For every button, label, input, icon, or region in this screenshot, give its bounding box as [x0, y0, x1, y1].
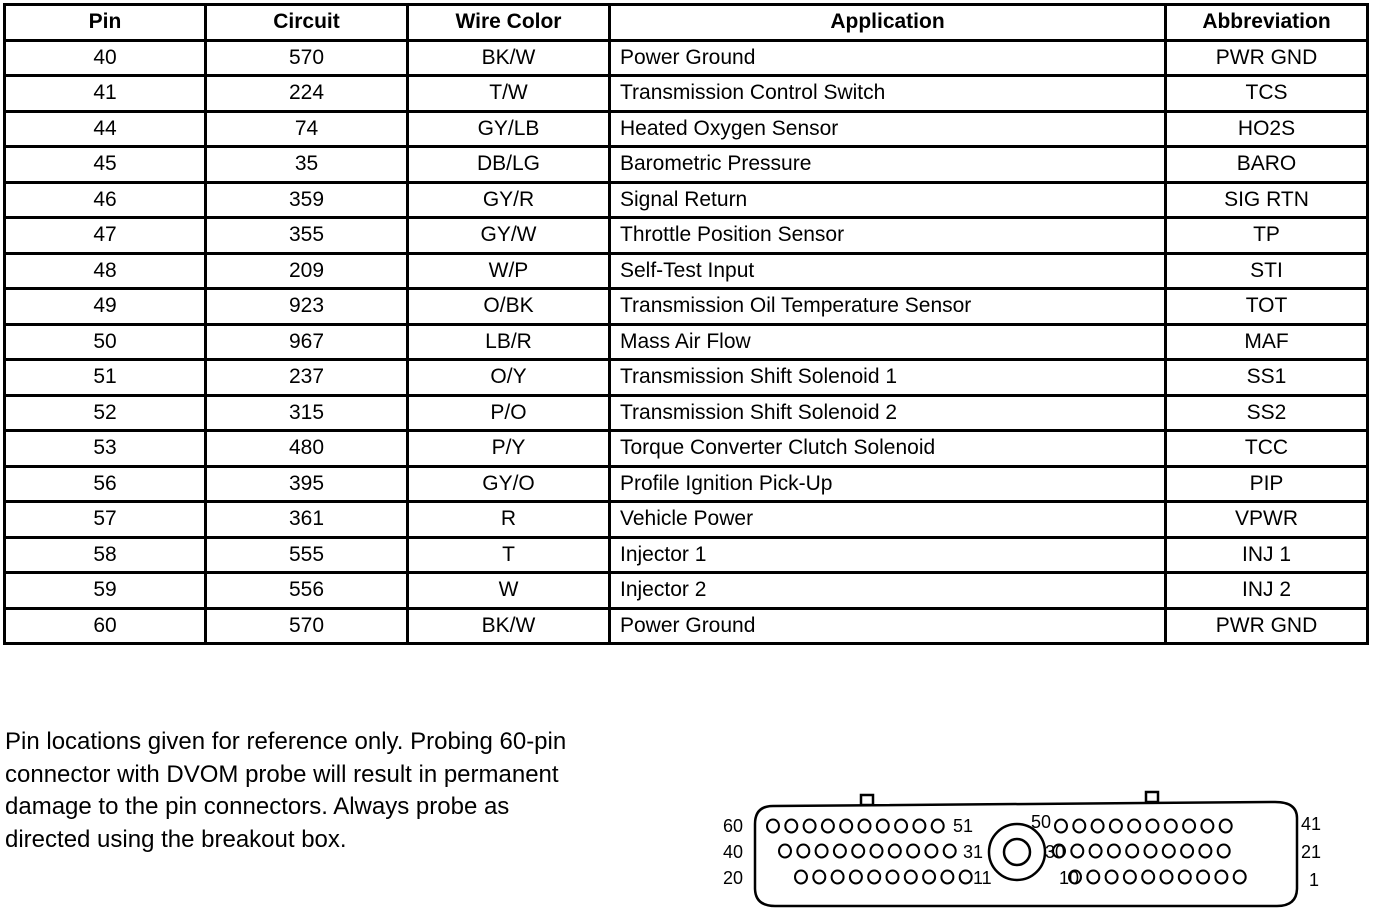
note-line: damage to the pin connectors. Always probe as [5, 793, 510, 820]
cell-abbreviation: TCS [1166, 76, 1368, 112]
pin-number-label: 11 [973, 868, 992, 888]
pin-hole [895, 820, 907, 833]
table-row [5, 147, 1368, 183]
pin-hole [1215, 871, 1227, 884]
cell-circuit: 555 [206, 537, 408, 573]
cell-circuit: 315 [206, 395, 408, 431]
note-line: Pin locations given for reference only. Probing 60-pin [5, 728, 567, 755]
table-row [5, 253, 1368, 289]
cell-pin: 45 [5, 147, 206, 183]
table-row [5, 360, 1368, 396]
cell-circuit: 359 [206, 182, 408, 218]
pin-hole [840, 820, 852, 833]
cell-application: Barometric Pressure [610, 147, 1166, 183]
cell-abbreviation: TOT [1166, 289, 1368, 325]
header-wire-color: Wire Color [408, 5, 610, 41]
connector-diagram [715, 788, 1325, 915]
pin-hole [932, 820, 944, 833]
cell-wire-color: BK/W [408, 40, 610, 76]
table-row [5, 40, 1368, 76]
table-row [5, 76, 1368, 112]
table-body [5, 40, 1368, 644]
pin-hole [822, 820, 834, 833]
cell-application: Transmission Oil Temperature Sensor [610, 289, 1166, 325]
pin-hole [944, 845, 956, 858]
cell-application: Throttle Position Sensor [610, 218, 1166, 254]
pin-hole [905, 871, 917, 884]
cell-application: Profile Ignition Pick-Up [610, 466, 1166, 502]
cell-application: Power Ground [610, 608, 1166, 644]
pin-hole [1161, 871, 1173, 884]
cell-wire-color: GY/R [408, 182, 610, 218]
header-abbreviation: Abbreviation [1166, 5, 1368, 41]
pin-hole [1087, 871, 1099, 884]
cell-wire-color: O/Y [408, 360, 610, 396]
cell-application: Transmission Shift Solenoid 2 [610, 395, 1166, 431]
pin-hole [785, 820, 797, 833]
cell-application: Transmission Control Switch [610, 76, 1166, 112]
cell-circuit: 209 [206, 253, 408, 289]
pin-hole [1145, 845, 1157, 858]
pin-hole [923, 871, 935, 884]
header-application: Application [610, 5, 1166, 41]
pin-hole [816, 845, 828, 858]
pin-hole [1163, 845, 1175, 858]
pin-hole [852, 845, 864, 858]
pin-number-label: 20 [723, 868, 744, 888]
cell-circuit: 355 [206, 218, 408, 254]
pin-hole [859, 820, 871, 833]
pin-hole [850, 871, 862, 884]
table-row [5, 289, 1368, 325]
pin-hole [795, 871, 807, 884]
cell-pin: 50 [5, 324, 206, 360]
pin-hole [1234, 871, 1246, 884]
table-row [5, 537, 1368, 573]
pin-hole [804, 820, 816, 833]
pin-hole [887, 871, 899, 884]
cell-pin: 57 [5, 502, 206, 538]
pin-hole [913, 820, 925, 833]
pin-hole [889, 845, 901, 858]
pin-hole [925, 845, 937, 858]
pin-hole [1197, 871, 1209, 884]
cell-circuit: 74 [206, 111, 408, 147]
cell-pin: 40 [5, 40, 206, 76]
cell-circuit: 395 [206, 466, 408, 502]
table-row [5, 324, 1368, 360]
table-row [5, 395, 1368, 431]
pin-number-label: 1 [1309, 870, 1320, 890]
cell-wire-color: GY/LB [408, 111, 610, 147]
pin-hole [868, 871, 880, 884]
pin-hole [1218, 845, 1230, 858]
cell-application: Injector 2 [610, 573, 1166, 609]
pin-hole [767, 820, 779, 833]
pin-hole [1106, 871, 1118, 884]
pin-number-label: 31 [963, 842, 984, 862]
connector-housing [755, 802, 1297, 906]
pin-hole [1128, 820, 1140, 833]
table-row [5, 218, 1368, 254]
table-row [5, 111, 1368, 147]
cell-circuit: 570 [206, 40, 408, 76]
cell-wire-color: BK/W [408, 608, 610, 644]
cell-wire-color: R [408, 502, 610, 538]
cell-pin: 52 [5, 395, 206, 431]
cell-pin: 47 [5, 218, 206, 254]
cell-circuit: 224 [206, 76, 408, 112]
latch-tab-right [1146, 792, 1158, 802]
cell-abbreviation: BARO [1166, 147, 1368, 183]
pin-number-label: 30 [1045, 842, 1066, 862]
pin-hole [1071, 845, 1083, 858]
header-pin: Pin [5, 5, 206, 41]
cell-wire-color: DB/LG [408, 147, 610, 183]
cell-circuit: 35 [206, 147, 408, 183]
pin-hole [797, 845, 809, 858]
cell-wire-color: GY/O [408, 466, 610, 502]
cell-abbreviation: SS1 [1166, 360, 1368, 396]
pin-hole [1220, 820, 1232, 833]
cell-abbreviation: TCC [1166, 431, 1368, 467]
cell-circuit: 237 [206, 360, 408, 396]
cell-abbreviation: TP [1166, 218, 1368, 254]
cell-wire-color: P/Y [408, 431, 610, 467]
center-key-outer [989, 824, 1045, 880]
cell-pin: 56 [5, 466, 206, 502]
cell-wire-color: W [408, 573, 610, 609]
pin-hole [1183, 820, 1195, 833]
table-row [5, 608, 1368, 644]
header-circuit: Circuit [206, 5, 408, 41]
cell-circuit: 967 [206, 324, 408, 360]
pin-hole [813, 871, 825, 884]
cell-pin: 48 [5, 253, 206, 289]
cell-wire-color: T [408, 537, 610, 573]
cell-application: Injector 1 [610, 537, 1166, 573]
pin-hole [907, 845, 919, 858]
cell-pin: 51 [5, 360, 206, 396]
cell-abbreviation: INJ 1 [1166, 537, 1368, 573]
cell-abbreviation: VPWR [1166, 502, 1368, 538]
table-row [5, 466, 1368, 502]
cell-pin: 49 [5, 289, 206, 325]
pin-hole [877, 820, 889, 833]
cell-application: Self-Test Input [610, 253, 1166, 289]
pin-number-label: 41 [1301, 814, 1322, 834]
table-row [5, 502, 1368, 538]
cell-abbreviation: SIG RTN [1166, 182, 1368, 218]
cell-application: Vehicle Power [610, 502, 1166, 538]
cell-wire-color: O/BK [408, 289, 610, 325]
cell-abbreviation: MAF [1166, 324, 1368, 360]
cell-pin: 41 [5, 76, 206, 112]
table-row [5, 182, 1368, 218]
pin-hole [941, 871, 953, 884]
pin-hole [779, 845, 791, 858]
cell-application: Transmission Shift Solenoid 1 [610, 360, 1166, 396]
cell-application: Signal Return [610, 182, 1166, 218]
pin-hole [1181, 845, 1193, 858]
pin-number-label: 50 [1031, 812, 1052, 832]
cell-abbreviation: STI [1166, 253, 1368, 289]
cell-application: Mass Air Flow [610, 324, 1166, 360]
table-row [5, 573, 1368, 609]
cell-wire-color: W/P [408, 253, 610, 289]
cell-wire-color: T/W [408, 76, 610, 112]
pin-hole [1110, 820, 1122, 833]
cell-abbreviation: HO2S [1166, 111, 1368, 147]
cell-wire-color: P/O [408, 395, 610, 431]
cell-abbreviation: INJ 2 [1166, 573, 1368, 609]
cell-circuit: 570 [206, 608, 408, 644]
pin-hole [1073, 820, 1085, 833]
pin-hole [1201, 820, 1213, 833]
table-row [5, 431, 1368, 467]
pin-hole [1147, 820, 1159, 833]
pin-hole [871, 845, 883, 858]
pin-hole [834, 845, 846, 858]
cell-abbreviation: SS2 [1166, 395, 1368, 431]
cell-abbreviation: PWR GND [1166, 40, 1368, 76]
pin-hole [1090, 845, 1102, 858]
cell-pin: 46 [5, 182, 206, 218]
pin-hole [1126, 845, 1138, 858]
center-key-inner [1004, 839, 1030, 865]
pin-hole [1179, 871, 1191, 884]
cell-wire-color: LB/R [408, 324, 610, 360]
cell-abbreviation: PWR GND [1166, 608, 1368, 644]
pin-number-label: 21 [1301, 842, 1322, 862]
pin-hole [1142, 871, 1154, 884]
note-line: directed using the breakout box. [5, 825, 347, 853]
pin-hole [1124, 871, 1136, 884]
pin-hole [960, 871, 972, 884]
cell-pin: 58 [5, 537, 206, 573]
latch-tab-left [861, 795, 873, 805]
pin-number-label: 51 [953, 816, 974, 836]
table-header-row [5, 5, 1368, 41]
pin-table [3, 3, 1369, 645]
pin-holes [767, 820, 1246, 884]
cell-abbreviation: PIP [1166, 466, 1368, 502]
cell-pin: 53 [5, 431, 206, 467]
cell-application: Heated Oxygen Sensor [610, 111, 1166, 147]
cell-pin: 60 [5, 608, 206, 644]
pin-number-label: 10 [1059, 868, 1080, 888]
cell-application: Torque Converter Clutch Solenoid [610, 431, 1166, 467]
cell-circuit: 556 [206, 573, 408, 609]
pin-hole [832, 871, 844, 884]
pin-hole [1092, 820, 1104, 833]
cell-circuit: 480 [206, 431, 408, 467]
cell-circuit: 361 [206, 502, 408, 538]
cell-pin: 59 [5, 573, 206, 609]
cell-application: Power Ground [610, 40, 1166, 76]
cell-pin: 44 [5, 111, 206, 147]
pin-hole [1108, 845, 1120, 858]
pin-number-label: 40 [723, 842, 744, 862]
cell-circuit: 923 [206, 289, 408, 325]
pin-number-label: 60 [723, 816, 744, 836]
reference-note [5, 726, 665, 856]
pin-hole [1199, 845, 1211, 858]
pin-hole [1055, 820, 1067, 833]
note-line: connector with DVOM probe will result in permanent [5, 760, 559, 788]
pin-hole [1165, 820, 1177, 833]
cell-wire-color: GY/W [408, 218, 610, 254]
connector-60-pin-icon [715, 788, 1325, 910]
